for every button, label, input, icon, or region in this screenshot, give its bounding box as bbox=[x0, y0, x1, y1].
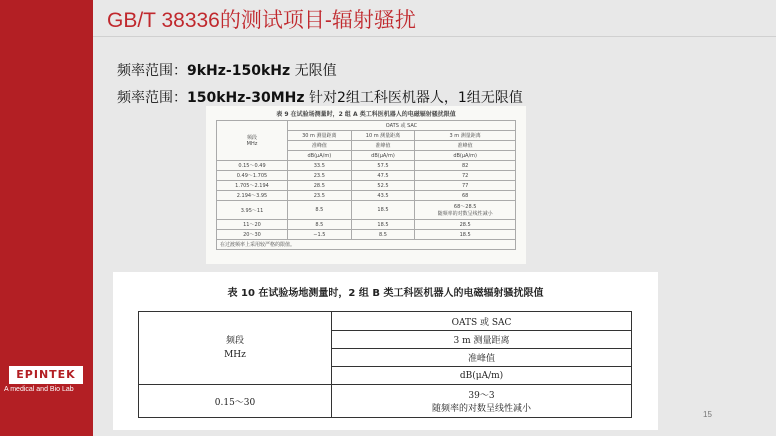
table10-caption: 表 10 在试验场地测量时，2 组 B 类工科医机器人的电磁辐射骚扰限值 bbox=[227, 288, 544, 299]
table9-header-band-label: 频段 bbox=[246, 135, 257, 141]
table-row bbox=[217, 220, 516, 230]
table9-cell-v30: 28.5 bbox=[288, 181, 352, 191]
freq-range-1-note: 无限值 bbox=[290, 63, 337, 79]
table10-cell-band: 0.15～30 bbox=[139, 385, 332, 418]
table9-cell-v3-multi bbox=[415, 201, 516, 220]
table9-cell-v30: 23.5 bbox=[288, 171, 352, 181]
table9-cell-band: 11～20 bbox=[217, 220, 288, 230]
table9-cell-band: 0.49～1.705 bbox=[217, 171, 288, 181]
freq-range-1-value: 9kHz-150kHz bbox=[187, 63, 291, 79]
table9-unit-3: dB(μA/m) bbox=[415, 151, 516, 161]
table9-cell-v3: 28.5 bbox=[415, 220, 516, 230]
table-row bbox=[217, 161, 516, 171]
table10 bbox=[138, 311, 632, 418]
table9-cell-v3: 82 bbox=[415, 161, 516, 171]
table9-cell-v30: −1.5 bbox=[288, 230, 352, 240]
table-row bbox=[217, 181, 516, 191]
table10-header-oats: OATS 或 SAC bbox=[332, 312, 632, 331]
table9-distance-3: 3 m 测量距离 bbox=[415, 131, 516, 141]
table10-header-band bbox=[139, 312, 332, 385]
table9-cell-v30: 8.5 bbox=[288, 201, 352, 220]
table-row bbox=[139, 385, 632, 418]
page-number: 15 bbox=[703, 410, 712, 419]
table9-cell-v10: 18.5 bbox=[351, 220, 415, 230]
table9-quasi-3: 准峰值 bbox=[415, 141, 516, 151]
table9-cell-v3-note: 随频率的对数呈线性减小 bbox=[437, 211, 493, 217]
table9-distance-30: 30 m 测量距离 bbox=[288, 131, 352, 141]
table-row bbox=[217, 191, 516, 201]
table10-value-note: 随频率的对数呈线性减小 bbox=[431, 404, 531, 414]
table9-distance-10: 10 m 测量距离 bbox=[351, 131, 415, 141]
table9-cell-v10: 43.5 bbox=[351, 191, 415, 201]
epintek-logo: EPINTEK bbox=[9, 366, 83, 384]
table9-cell-band: 3.95～11 bbox=[217, 201, 288, 220]
table9-cell-v10: 52.5 bbox=[351, 181, 415, 191]
table9-header-oats: OATS 或 SAC bbox=[288, 121, 516, 131]
table10-header-band-unit: MHz bbox=[224, 350, 246, 360]
table10-distance: 3 m 测量距离 bbox=[332, 331, 632, 349]
table10-header-band-label: 频段 bbox=[225, 336, 244, 346]
table10-image bbox=[113, 272, 658, 430]
table10-value: 39～3 bbox=[468, 391, 495, 401]
table-row bbox=[217, 171, 516, 181]
table9-quasi-10: 准峰值 bbox=[351, 141, 415, 151]
freq-range-2-label: 频率范围： bbox=[117, 90, 187, 106]
freq-range-2-note: 针对2组工科医机器人，1组无限值 bbox=[304, 90, 523, 106]
slide-title: GB/T 38336的测试项目-辐射骚扰 bbox=[107, 9, 416, 32]
table9-quasi-30: 准峰值 bbox=[288, 141, 352, 151]
table9-unit-10: dB(μA/m) bbox=[351, 151, 415, 161]
freq-range-2-value: 150kHz-30MHz bbox=[187, 90, 305, 106]
table9-header-band bbox=[217, 121, 288, 161]
table9 bbox=[216, 120, 516, 250]
table9-cell-v30: 8.5 bbox=[288, 220, 352, 230]
title-divider bbox=[93, 36, 776, 37]
table10-cell-value bbox=[332, 385, 632, 418]
table10-unit: dB(μA/m) bbox=[332, 367, 632, 385]
table9-cell-v30: 23.5 bbox=[288, 191, 352, 201]
table9-cell-band: 2.194～3.95 bbox=[217, 191, 288, 201]
table9-cell-band: 20～30 bbox=[217, 230, 288, 240]
table9-caption: 表 9 在试验场测量时，2 组 A 类工科医机器人的电磁辐射骚扰限值 bbox=[276, 111, 456, 118]
table9-cell-v10: 18.5 bbox=[351, 201, 415, 220]
table10-quasi: 准峰值 bbox=[332, 349, 632, 367]
table9-footnote: 在过渡频率上采用较严格的限值。 bbox=[217, 240, 516, 250]
table9-cell-v10: 47.5 bbox=[351, 171, 415, 181]
table9-unit-30: dB(μA/m) bbox=[288, 151, 352, 161]
freq-range-line-2 bbox=[117, 87, 523, 107]
table9-image bbox=[206, 106, 526, 264]
table9-cell-v30: 33.5 bbox=[288, 161, 352, 171]
table9-cell-band: 1.705～2.194 bbox=[217, 181, 288, 191]
table9-cell-v10: 8.5 bbox=[351, 230, 415, 240]
table9-cell-v3: 68～28.5 bbox=[453, 204, 477, 210]
table9-cell-v3: 72 bbox=[415, 171, 516, 181]
table-row bbox=[217, 201, 516, 220]
table-row bbox=[217, 230, 516, 240]
table9-cell-v3: 18.5 bbox=[415, 230, 516, 240]
freq-range-1-label: 频率范围： bbox=[117, 63, 187, 79]
logo-subtitle: A medical and Bio Lab bbox=[4, 386, 74, 393]
table9-cell-v3: 68 bbox=[415, 191, 516, 201]
table9-cell-band: 0.15～0.49 bbox=[217, 161, 288, 171]
table9-cell-v3: 77 bbox=[415, 181, 516, 191]
table9-cell-v10: 57.5 bbox=[351, 161, 415, 171]
table9-header-band-unit: MHz bbox=[246, 141, 258, 147]
freq-range-line-1 bbox=[117, 60, 337, 80]
